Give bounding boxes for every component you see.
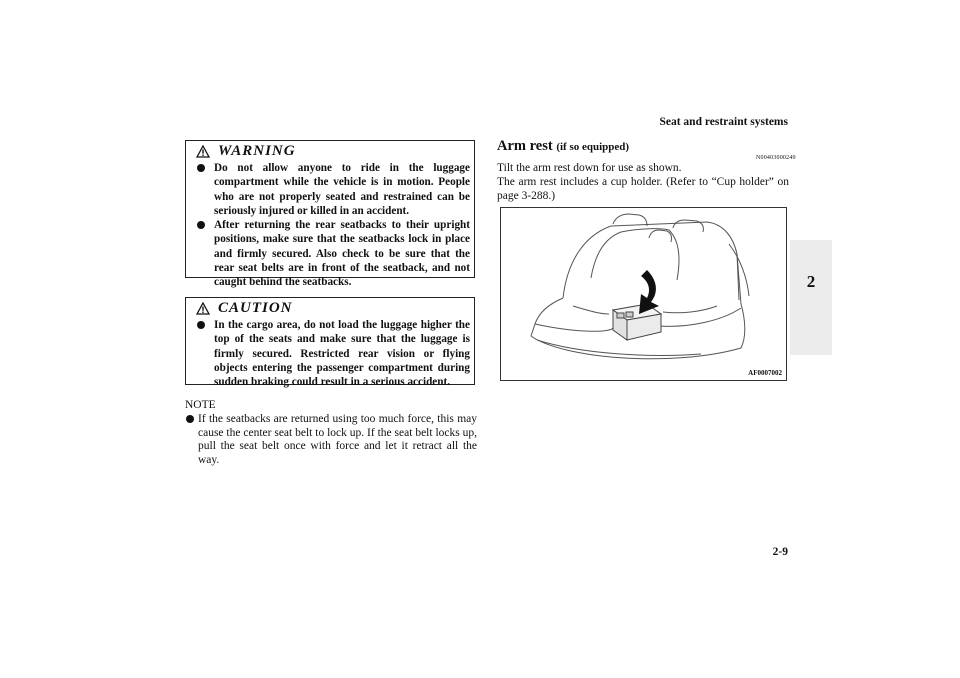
rear-seat-arm-rest-illustration xyxy=(501,208,786,380)
warning-list xyxy=(186,161,474,290)
caution-item-text: In the cargo area, do not load the luggage higher the top of the seats and make sure that the luggage is firmly secured. Restricted rear vision or flying objects entering the passenger compartment during sudden braking could result in a serious accident. xyxy=(214,319,470,389)
caution-header xyxy=(186,298,474,318)
caution-label: CAUTION xyxy=(218,299,293,316)
section-heading-title: Arm rest xyxy=(497,138,553,154)
fold-down-arrow-icon xyxy=(639,270,659,314)
warning-item xyxy=(186,161,474,218)
section-heading-qualifier: (if so equipped) xyxy=(556,141,630,153)
figure-code: AF0007002 xyxy=(748,369,782,377)
running-header: Seat and restraint systems xyxy=(659,116,788,128)
warning-header xyxy=(186,141,474,161)
reference-code: N00403000249 xyxy=(756,155,796,161)
warning-item xyxy=(186,218,474,289)
bullet-icon xyxy=(186,415,194,423)
caution-box xyxy=(185,297,475,389)
caution-list xyxy=(186,318,474,389)
bullet-icon xyxy=(197,221,205,229)
warning-box xyxy=(185,140,475,289)
note-item xyxy=(185,413,477,468)
section-heading xyxy=(497,138,629,155)
arm-rest-figure xyxy=(500,207,787,381)
warning-item-text: After returning the rear seatbacks to their upright positions, make sure that the seatbacks lock in place and firmly secured. Also check to be sure that the rear seat belts are in front of the seatback, and not caught behind the seatbacks. xyxy=(214,219,470,289)
warning-triangle-icon xyxy=(196,145,210,158)
body-paragraph: Tilt the arm rest down for use as shown. xyxy=(497,162,682,174)
caution-item xyxy=(186,318,474,389)
chapter-tab xyxy=(790,240,832,355)
bullet-icon xyxy=(197,321,205,329)
note-item-text: If the seatbacks are returned using too much force, this may cause the center seat belt to lock up. If the seat belt locks up, pull the seat belt once with force and let it retract all the way. xyxy=(198,412,477,467)
page-number: 2-9 xyxy=(772,546,788,558)
caution-triangle-icon xyxy=(196,302,210,315)
note-block xyxy=(185,399,477,468)
arm-rest-body xyxy=(497,162,789,203)
warning-label: WARNING xyxy=(218,142,296,159)
note-label: NOTE xyxy=(185,399,216,411)
warning-item-text: Do not allow anyone to ride in the luggage compartment while the vehicle is in motion. People who are not properly seated and restrained can be seriously injured or killed in an accident. xyxy=(214,162,470,217)
chapter-number: 2 xyxy=(806,272,816,291)
body-paragraph: The arm rest includes a cup holder. (Refer to “Cup holder” on page 3-288.) xyxy=(497,175,789,202)
bullet-icon xyxy=(197,164,205,172)
